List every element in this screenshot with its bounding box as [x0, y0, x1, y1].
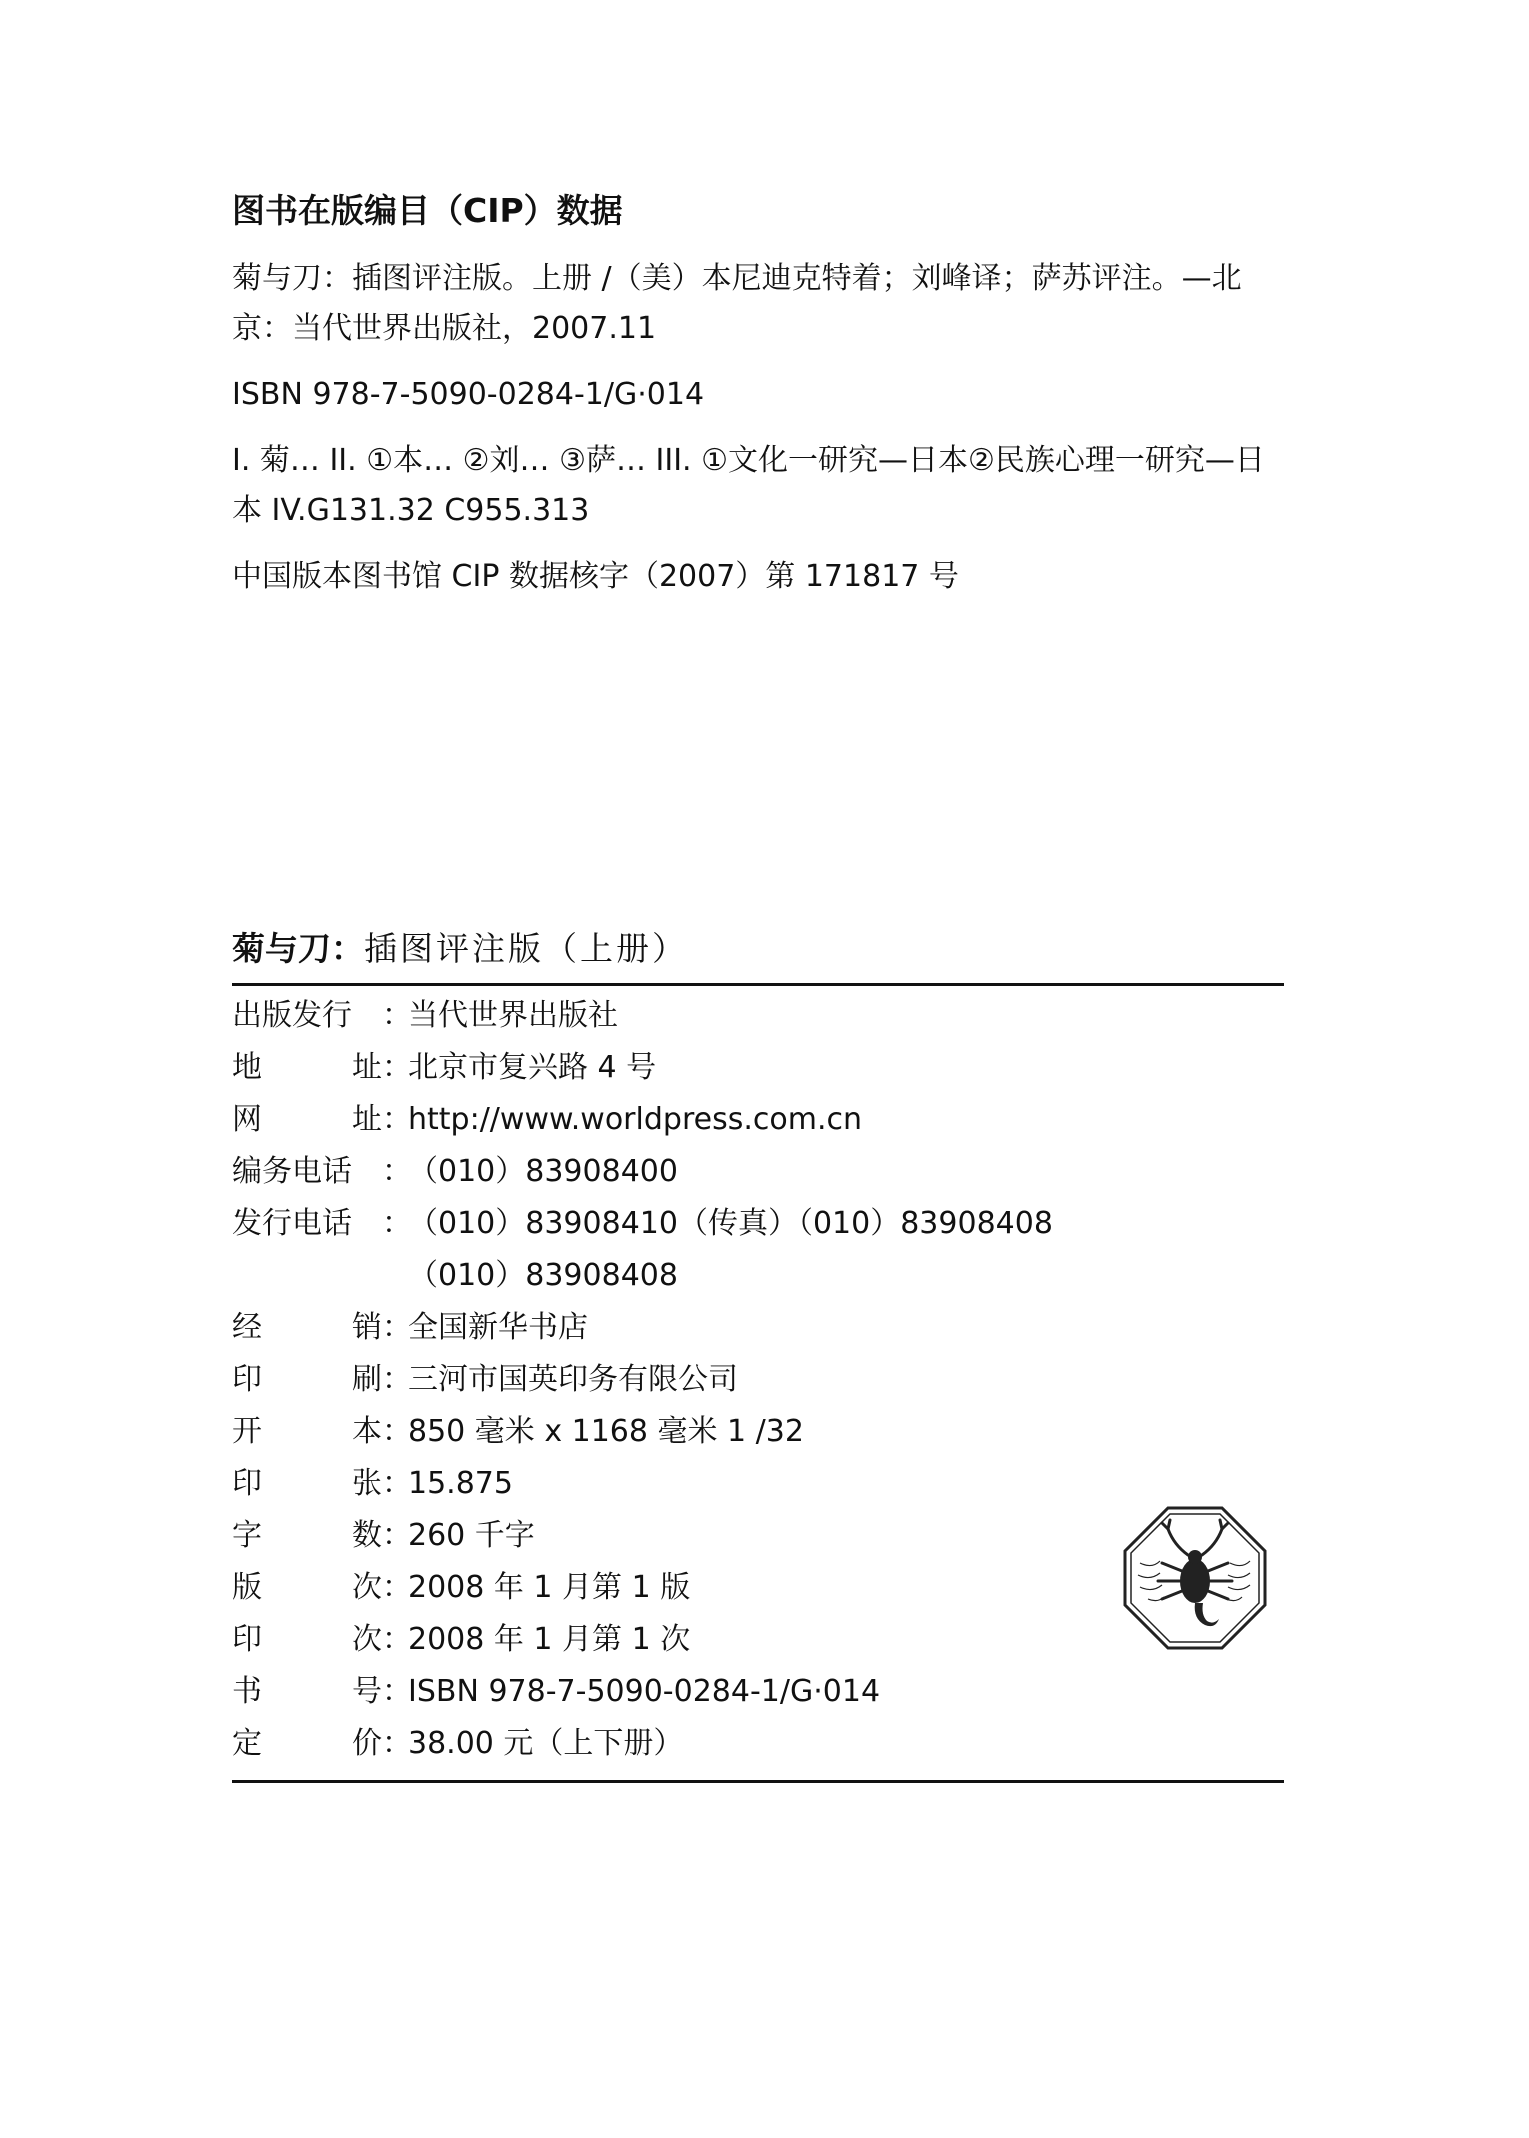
imprint-row-value: （010）83908410（传真）（010）83908408: [408, 1206, 1053, 1241]
imprint-row-value: 当代世界出版社: [408, 998, 618, 1033]
imprint-row-colon: ：: [382, 1622, 412, 1657]
imprint-row-value: 2008 年 1 月第 1 版: [408, 1570, 691, 1605]
imprint-row-label: [232, 1354, 382, 1406]
imprint-row-colon: ：: [382, 1310, 412, 1345]
imprint-row: [232, 1354, 1284, 1406]
imprint-row: [232, 1146, 1284, 1198]
imprint-row-colon: ：: [382, 1362, 412, 1397]
imprint-row-value: 850 毫米 x 1168 毫米 1 /32: [408, 1414, 804, 1449]
imprint-row-colon: ：: [382, 1570, 412, 1605]
imprint-label-part: 次: [352, 1570, 382, 1605]
imprint-label-part: 版: [232, 1570, 262, 1605]
imprint-row-label: [232, 1458, 382, 1510]
book-title-subtitle: 插图评注版（上册）: [364, 929, 688, 968]
imprint-label-part: 书: [232, 1674, 262, 1709]
imprint-row: [232, 1302, 1284, 1354]
imprint-row-value: （010）83908408: [408, 1258, 678, 1293]
imprint-row-colon: ：: [382, 1102, 412, 1137]
imprint-row-label: [232, 1614, 382, 1666]
imprint-row-value: ISBN 978-7-5090-0284-1/G·014: [408, 1674, 881, 1709]
imprint-label-part: 张: [352, 1466, 382, 1501]
imprint-row-label: [232, 1302, 382, 1354]
imprint-label-part: 印: [232, 1466, 262, 1501]
imprint-row-value: 260 千字: [408, 1518, 535, 1553]
imprint-label-part: 地: [232, 1050, 262, 1085]
imprint-row-value: 北京市复兴路 4 号: [408, 1050, 657, 1085]
imprint-row-colon: ：: [382, 1050, 412, 1085]
imprint-row-label: 出版发行: [232, 998, 352, 1033]
imprint-row-colon: ：: [382, 1518, 412, 1553]
imprint-row-value: 15.875: [408, 1466, 513, 1501]
imprint-row-label: 发行电话: [232, 1206, 352, 1241]
imprint-row-value: 三河市国英印务有限公司: [408, 1362, 738, 1397]
imprint-row-colon: ：: [382, 1674, 412, 1709]
imprint-row-value: （010）83908400: [408, 1154, 678, 1189]
imprint-row-label: [232, 1094, 382, 1146]
imprint-label-part: 经: [232, 1310, 262, 1345]
cip-classification-line: I. 菊… II. ①本… ②刘… ③萨… III. ①文化一研究—日本②民族心理一研究—日本 IV.G131.32 C955.313: [232, 443, 1265, 528]
imprint-row: [232, 1666, 1284, 1718]
imprint-row: [232, 990, 1284, 1042]
cip-isbn-line: ISBN 978-7-5090-0284-1/G·014: [232, 377, 705, 412]
imprint-label-part: 次: [352, 1622, 382, 1657]
imprint-row-label: 编务电话: [232, 1154, 352, 1189]
imprint-row-colon: ：: [382, 1726, 412, 1761]
book-title-main: 菊与刀：: [232, 929, 364, 968]
imprint-row-colon: ：: [382, 1414, 412, 1449]
imprint-label-part: 本: [352, 1414, 382, 1449]
imprint-row: [232, 1094, 1284, 1146]
imprint-label-part: 印: [232, 1622, 262, 1657]
imprint-info-list: [232, 986, 1284, 1780]
bottom-rule-divider: [232, 1780, 1284, 1783]
cip-bibliographic-line: 菊与刀：插图评注版。上册 /（美）本尼迪克特着；刘峰译；萨苏评注。—北京：当代世界出版社，2007.11: [232, 261, 1242, 346]
cip-data-block: [232, 188, 1282, 618]
imprint-row-label: [232, 1042, 382, 1094]
imprint-label-part: 销: [352, 1310, 382, 1345]
imprint-row-colon: ：: [382, 1466, 412, 1501]
imprint-row: [232, 1250, 1284, 1302]
imprint-row-label: [232, 1562, 382, 1614]
imprint-row-label: [232, 1510, 382, 1562]
imprint-label-part: 开: [232, 1414, 262, 1449]
imprint-row: [232, 1406, 1284, 1458]
imprint-row: [232, 1042, 1284, 1094]
imprint-row-value: http://www.worldpress.com.cn: [408, 1102, 862, 1137]
imprint-label-part: 网: [232, 1102, 262, 1137]
imprint-row-colon: ：: [382, 1206, 412, 1241]
imprint-row-colon: ：: [382, 998, 412, 1033]
imprint-label-part: 印: [232, 1362, 262, 1397]
scorpion-emblem-icon: [1120, 1503, 1270, 1653]
imprint-label-part: 号: [352, 1674, 382, 1709]
imprint-row: [232, 1198, 1284, 1250]
imprint-label-part: 数: [352, 1518, 382, 1553]
imprint-row-label: [232, 1406, 382, 1458]
cip-verification-line: 中国版本图书馆 CIP 数据核字（2007）第 171817 号: [232, 559, 959, 594]
imprint-row-colon: ：: [382, 1154, 412, 1189]
imprint-label-part: 字: [232, 1518, 262, 1553]
imprint-row-value: 38.00 元（上下册）: [408, 1726, 684, 1761]
book-title: [232, 925, 1284, 973]
imprint-row-colon: [382, 1250, 408, 1302]
imprint-row-value: 全国新华书店: [408, 1310, 588, 1345]
imprint-row-label: [232, 1718, 382, 1770]
imprint-row-value: 2008 年 1 月第 1 次: [408, 1622, 691, 1657]
cip-heading: 图书在版编目（CIP）数据: [232, 191, 623, 230]
imprint-row-label: [232, 1250, 382, 1302]
imprint-label-part: 址: [352, 1050, 382, 1085]
imprint-label-part: 址: [352, 1102, 382, 1137]
imprint-block: [232, 925, 1284, 1783]
imprint-label-part: 价: [352, 1726, 382, 1761]
imprint-label-part: 定: [232, 1726, 262, 1761]
imprint-label-part: 刷: [352, 1362, 382, 1397]
imprint-row-label: [232, 1666, 382, 1718]
imprint-row: [232, 1718, 1284, 1770]
